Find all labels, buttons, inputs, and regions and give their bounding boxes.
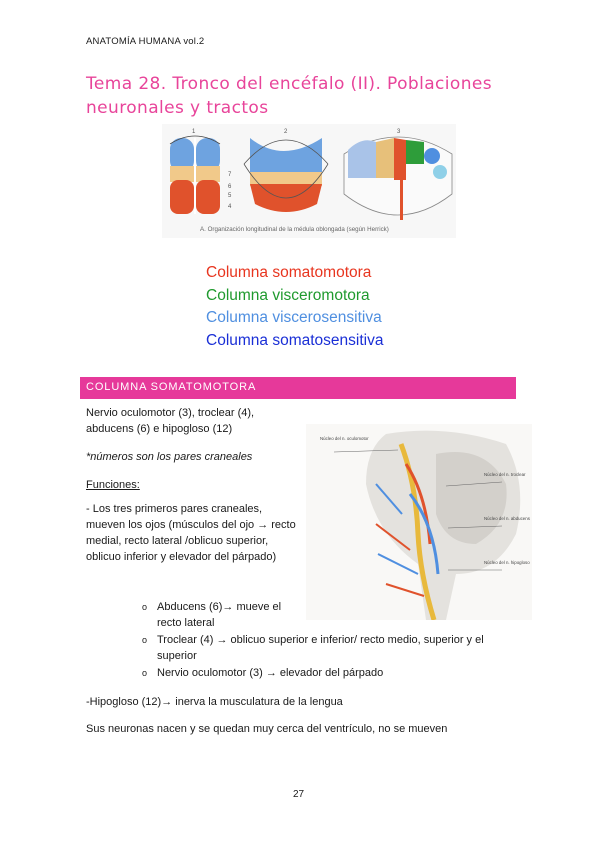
legend-somatomotora: Columna somatomotora xyxy=(206,264,372,281)
figure-number-1: 1 xyxy=(192,129,196,135)
page-number: 27 xyxy=(293,789,305,800)
bullet-marker: o xyxy=(142,635,148,645)
column-legend xyxy=(206,262,383,352)
label-hipogloso: Núcleo del n. hipogloso xyxy=(484,560,530,565)
page-header: ANATOMÍA HUMANA vol.2 xyxy=(86,36,205,47)
page-title: Tema 28. Tronco del encéfalo (II). Poblaciones neuronales y tractos xyxy=(86,74,492,118)
figure-panel-2 xyxy=(244,138,328,212)
figure-number-4: 4 xyxy=(228,204,232,210)
figure-caption: A. Organización longitudinal de la médula oblongada (según Herrick) xyxy=(200,226,389,233)
neurons-paragraph: Sus neuronas nacen y se quedan muy cerca del ventrículo, no se mueven xyxy=(86,723,448,735)
section-heading: COLUMNA SOMATOMOTORA xyxy=(86,381,257,393)
list-item-text: Abducens (6)→ mueve el recto lateral xyxy=(157,601,282,629)
section-heading-band xyxy=(80,377,516,399)
figure-number-7: 7 xyxy=(228,172,232,178)
legend-visceromotora: Columna visceromotora xyxy=(206,286,370,304)
note-paragraph: *números son los pares craneales xyxy=(86,451,253,463)
figure-panel-1 xyxy=(170,136,220,214)
label-oculomotor: Núcleo del n. oculomotor xyxy=(320,436,369,441)
functions-paragraph: - Los tres primeros pares craneales, mueven los ojos (músculos del ojo → recto medial, recto lateral /oblicuo superior, oblicuo inferior y elevador del párpado) xyxy=(86,503,296,563)
medulla-organization-figure xyxy=(162,124,456,238)
figure-number-5: 5 xyxy=(228,193,232,199)
figure-number-3: 3 xyxy=(397,129,401,135)
nerves-paragraph: Nervio oculomotor (3), troclear (4), abducens (6) e hipogloso (12) xyxy=(86,407,255,435)
bullet-marker: o xyxy=(142,668,148,678)
list-item-text: Nervio oculomotor (3) → elevador del párpado xyxy=(157,667,384,679)
label-troclear: Núcleo del n. troclear xyxy=(484,472,526,477)
legend-viscerosensitiva: Columna viscerosensitiva xyxy=(206,309,382,326)
bullet-marker: o xyxy=(142,602,148,612)
list-item-text: Troclear (4) → oblicuo superior e inferior/ recto medio, superior y el superior xyxy=(157,634,484,662)
funciones-heading: Funciones: xyxy=(86,479,140,491)
figure-panel-3 xyxy=(344,137,452,220)
legend-somatosensitiva: Columna somatosensitiva xyxy=(206,331,384,349)
figure-number-6: 6 xyxy=(228,184,232,190)
brainstem-nuclei-figure xyxy=(306,424,532,620)
label-abducens: Núcleo del n. abducens xyxy=(484,516,530,521)
figure-number-2: 2 xyxy=(284,129,288,135)
hipogloso-paragraph: -Hipogloso (12)→ inerva la musculatura de la lengua xyxy=(86,696,343,708)
